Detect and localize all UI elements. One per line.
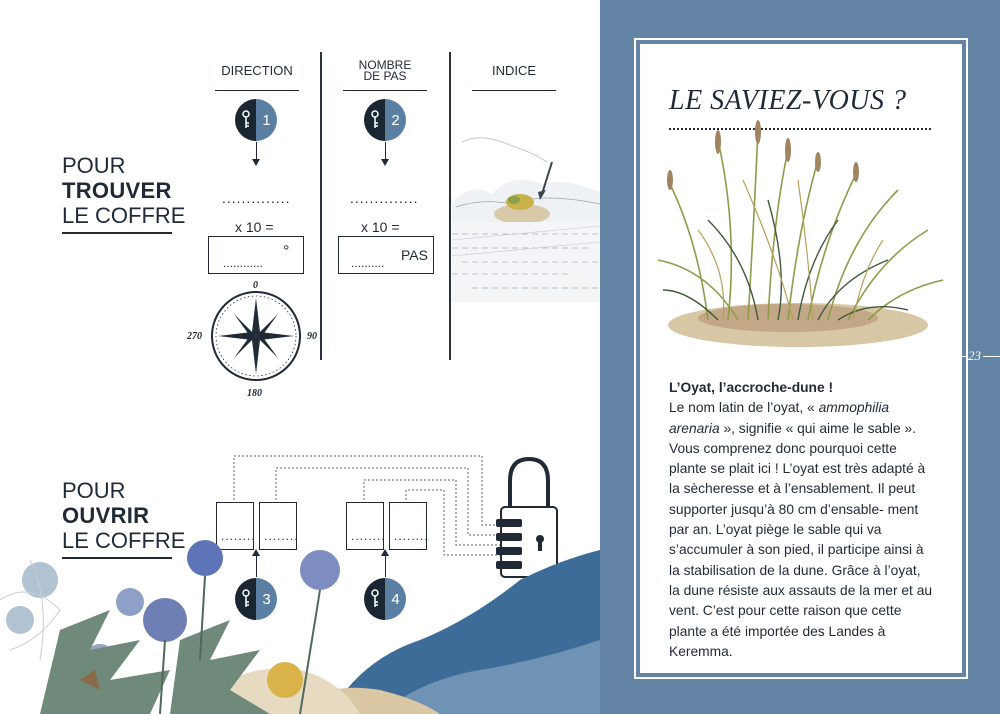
- steps-unit: PAS: [401, 247, 428, 263]
- find-title-line2: TROUVER: [62, 178, 172, 203]
- direction-dots: ..............: [222, 190, 291, 206]
- clue-header: INDICE: [491, 63, 537, 78]
- steps-multiplier: x 10 =: [361, 219, 400, 235]
- key-badge-4: [364, 578, 406, 620]
- steps-answer-box[interactable]: [338, 236, 434, 274]
- did-you-know-title: LE SAVIEZ-VOUS ?: [669, 85, 907, 116]
- marram-latin-name: ammophilia arenaria: [669, 400, 890, 436]
- code-digit-dots: ........: [221, 529, 256, 543]
- marram-paragraph-body: », signifie « qui aime le sable ». Vous comprenez donc pourquoi cette plante se plait ici ! L’oyat est très adapté à la sècheresse et à l’ensablement. Il peut supporter jusqu’à 80 cm d’ensable- ment par an. L’oyat piège le sable qui va s’accumuler à son pied, il participe ainsi à la stabilisation de la dune. Grâce à l’oyat, la dune résiste aux assauts de la mer et au vent. C’est pour cette raison que cette plante a été importée des Landes à Keremma.: [669, 420, 933, 659]
- steps-header-rule: [343, 90, 427, 91]
- clue-header-rule: [472, 90, 556, 91]
- direction-header-rule: [215, 90, 299, 91]
- code-digit-dots: ........: [264, 529, 299, 543]
- open-title-line3: LE COFFRE: [62, 528, 186, 553]
- degree-symbol: °: [283, 243, 290, 260]
- direction-answer-box[interactable]: [208, 236, 304, 274]
- find-chest-title: [62, 153, 185, 234]
- find-title-rule: [62, 232, 172, 234]
- direction-multiplier: x 10 =: [235, 219, 274, 235]
- sea-holly-illustration: [0, 540, 600, 714]
- key-icon: [240, 110, 252, 130]
- compass-east-label: 90: [307, 331, 317, 342]
- open-title-line1: POUR: [62, 478, 126, 503]
- code-digit-dots: ........: [351, 529, 386, 543]
- steps-header-line1: NOMBRE: [358, 58, 412, 72]
- badge-number-1: 1: [256, 99, 277, 141]
- open-title-line2: OUVRIR: [62, 503, 150, 528]
- compass-north-label: 0: [253, 280, 258, 291]
- page-number: 23: [968, 348, 981, 363]
- find-title-line1: POUR: [62, 153, 126, 178]
- compass-rose: [206, 290, 306, 390]
- steps-box-dots: ..........: [351, 256, 385, 270]
- marram-grass-text: [669, 378, 935, 662]
- badge-number-2: 2: [385, 99, 406, 141]
- column-divider-1: [320, 52, 322, 360]
- badge-number-4: 4: [385, 578, 406, 620]
- key-badge-3: [235, 578, 277, 620]
- badge-number-3: 3: [256, 578, 277, 620]
- steps-header: [343, 60, 427, 82]
- steps-header-line2: DE PAS: [363, 69, 407, 83]
- arrow-down-1: [256, 142, 257, 160]
- arrow-down-2: [385, 142, 386, 160]
- dune-illustration: [452, 122, 600, 307]
- column-divider-2: [449, 52, 451, 360]
- marram-heading: L’Oyat, l’accroche-dune !: [669, 380, 834, 395]
- direction-box-dots: ............: [223, 256, 264, 270]
- key-badge-1: [235, 99, 277, 141]
- compass-south-label: 180: [247, 388, 262, 399]
- marram-grass-illustration: [648, 120, 948, 350]
- compass-west-label: 270: [187, 331, 202, 342]
- find-title-line3: LE COFFRE: [62, 203, 186, 228]
- code-digit-dots: ........: [394, 529, 429, 543]
- key-icon: [369, 589, 381, 609]
- key-icon: [369, 110, 381, 130]
- key-icon: [240, 589, 252, 609]
- direction-header: DIRECTION: [221, 63, 293, 78]
- key-badge-2: [364, 99, 406, 141]
- steps-dots: ..............: [350, 190, 419, 206]
- arrow-up-4: [385, 555, 386, 577]
- arrow-up-3: [256, 555, 257, 577]
- marram-paragraph-start: Le nom latin de l’oyat, «: [669, 400, 819, 416]
